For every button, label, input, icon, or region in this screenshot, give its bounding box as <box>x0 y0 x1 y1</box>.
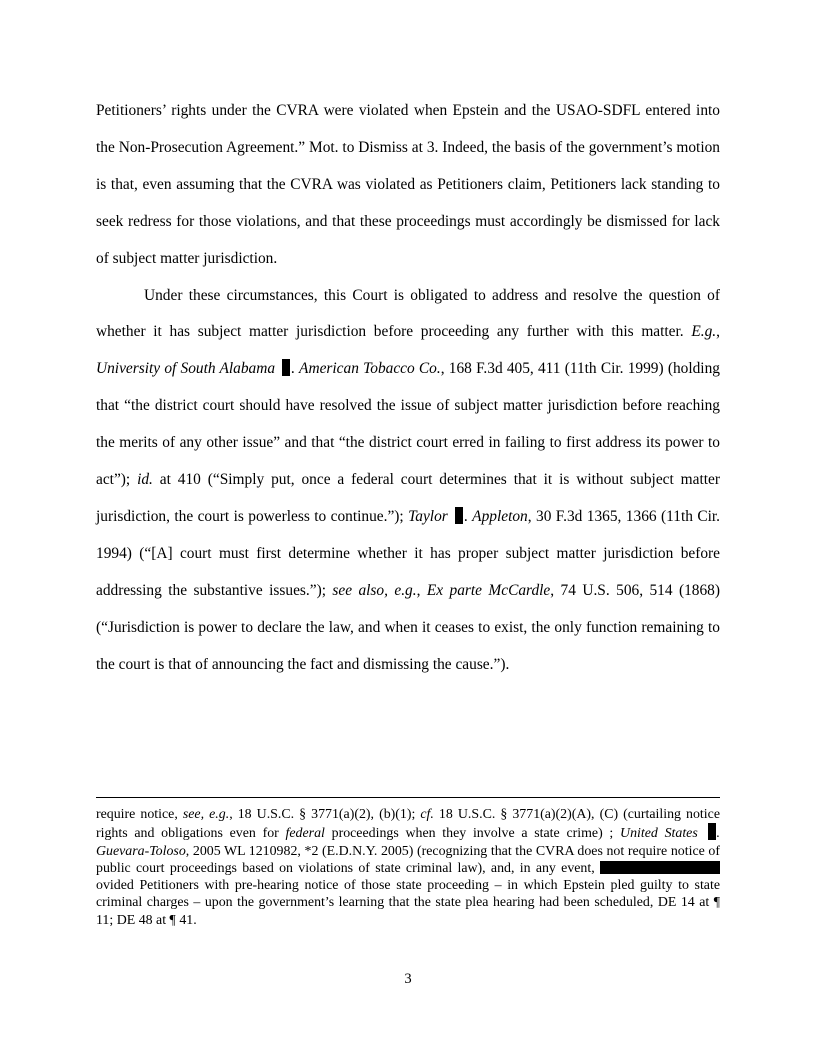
fn-text-3: 18 U.S.C. § 3771(a)(2)(A), (C) (curtailing notice rights and obligations even for <box>96 807 720 842</box>
paragraph-1-text: Petitioners’ rights under the CVRA were violated when Epstein and the USAO-SDFL entered into the Non-Prosecution Agreement.” Mot. to Dismiss at 3. Indeed, the basis of the government’s motion is that, even assuming that the CVRA was violated as Petitioners claim, Petitioners lack standing to seek redress for those violations, and that these proceedings must accordingly be dismissed for lack of subject matter jurisdiction. <box>96 102 720 267</box>
paragraph-2 <box>96 278 720 684</box>
page-number: 3 <box>404 971 412 987</box>
fn-case-united-states: United States <box>620 826 698 842</box>
p2-text-9: , 74 U.S. 506, 514 (1868) (“Jurisdiction is power to declare the law, and when it ceases to exist, the only function remaining to the court is that of announcing the fact and dismissing the cause.”). <box>96 581 720 673</box>
fn-text-6: , 2005 WL 1210982, *2 (E.D.N.Y. 2005) (recognizing that the CVRA does not require notice of public court proceedings based on violations of state criminal law), and, in any event, <box>96 843 720 876</box>
fn-text-7: ovided Petitioners with pre-hearing notice of those state proceeding – in which Epstein pled guilty to state criminal charges – upon the government’s learning that the state plea hearing had been scheduled, DE 14 at ¶ 11; DE 48 at ¶ 41. <box>96 878 720 928</box>
p2-case-american-tobacco: . American Tobacco Co. <box>291 360 441 378</box>
fn-text-4: proceedings when they involve a state crime) ; <box>324 826 621 842</box>
fn-text-1: require notice, <box>96 807 183 822</box>
fn-italic-cf: cf. <box>420 807 434 822</box>
p2-text-4: , 168 F.3d 405, 411 (11th Cir. 1999) (holding that “the district court should have resolved the issue of subject matter jurisdiction before reaching the merits of any other issue” and that “the district court erred in failing to first address its power to act”); <box>96 360 720 489</box>
body-text <box>96 93 720 684</box>
footnote-text <box>96 806 720 929</box>
fn-italic-federal: federal <box>285 826 325 842</box>
p2-case-ex-parte-mccardle: Ex parte McCardle <box>426 581 551 599</box>
redaction-box <box>455 507 463 524</box>
p2-text-3 <box>275 360 279 377</box>
fn-text-2: , 18 U.S.C. § 3771(a)(2), (b)(1); <box>229 807 421 822</box>
redaction-box <box>282 359 290 376</box>
p2-text-7: , 30 F.3d 1365, 1366 (11th Cir. 1994) (“[A] court must first determine whether it has proper subject matter jurisdiction before addressing the substantive issues.”); <box>96 507 720 599</box>
fn-text-5 <box>698 826 705 841</box>
p2-text-1: Under these circumstances, this Court is obligated to address and resolve the question of whether it has subject matter jurisdiction before proceeding any further with this matter. <box>96 286 720 341</box>
paragraph-1 <box>96 93 720 278</box>
p2-text-8: , <box>416 581 427 599</box>
footnote <box>96 806 720 929</box>
p2-case-taylor: Taylor <box>408 507 448 525</box>
p2-italic-id: id. <box>137 471 153 489</box>
fn-italic-see-eg: see, e.g. <box>182 807 230 822</box>
p2-text-2: , <box>716 323 720 341</box>
fn-case-guevara-toloso: . Guevara-Toloso <box>96 826 720 859</box>
p2-case-appleton: . Appleton <box>464 507 528 525</box>
redaction-box <box>708 823 716 840</box>
p2-text-5: at 410 (“Simply put, once a federal court determines that it is without subject matter jurisdiction, the court is powerless to continue.”); <box>96 471 720 525</box>
footnote-separator <box>96 797 720 798</box>
p2-case-univ-south-alabama: University of South Alabama <box>96 360 276 378</box>
p2-italic-eg: E.g. <box>691 323 717 341</box>
p2-text-6 <box>448 508 452 525</box>
p2-italic-see-also: see also, e.g. <box>332 581 417 599</box>
redaction-bar <box>600 861 720 874</box>
